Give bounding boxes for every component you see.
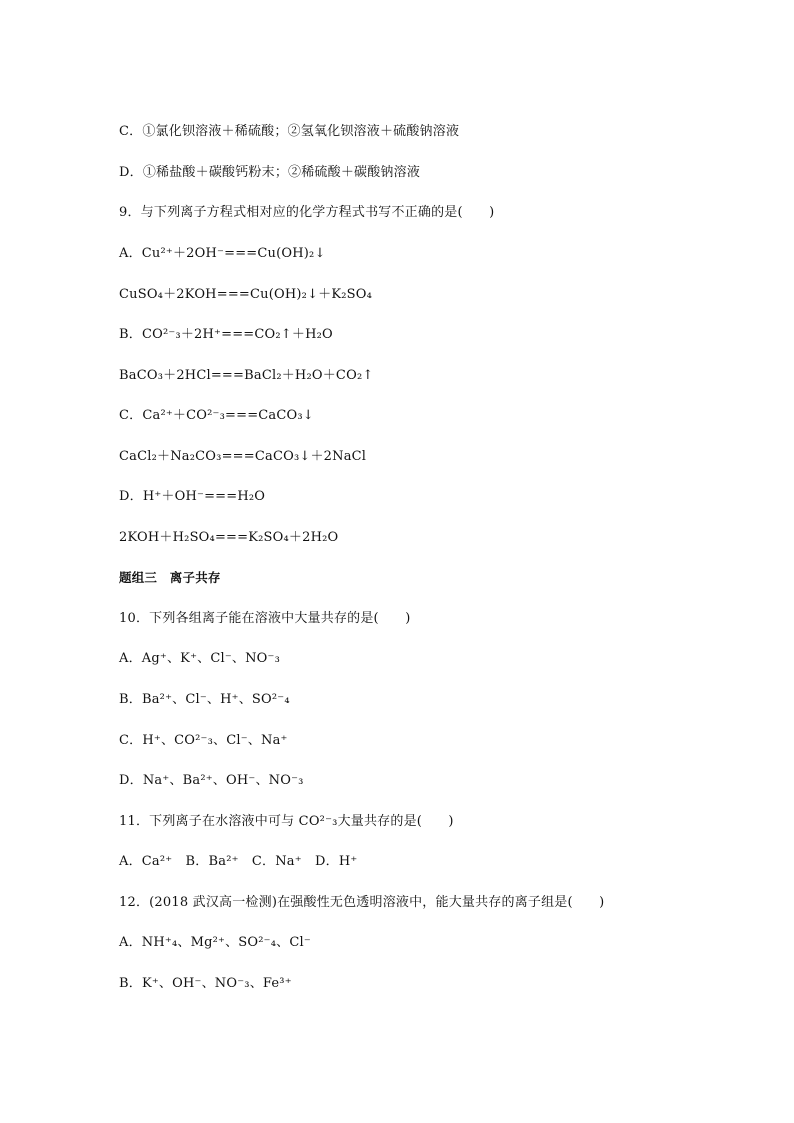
section-heading: 题组三 离子共存 <box>119 570 221 585</box>
q9-option-b-ionic: B．CO²⁻₃＋2H⁺===CO₂↑＋H₂O <box>119 327 333 342</box>
q10-option-b: B．Ba²⁺、Cl⁻、H⁺、SO²⁻₄ <box>119 692 290 707</box>
q9-option-d-chemical: 2KOH＋H₂SO₄===K₂SO₄＋2H₂O <box>119 530 339 545</box>
q9-option-c-ionic: C．Ca²⁺＋CO²⁻₃===CaCO₃↓ <box>119 408 314 423</box>
q12-option-b: B．K⁺、OH⁻、NO⁻₃、Fe³⁺ <box>119 976 292 991</box>
option-c-q8: C．①氯化钡溶液＋稀硫酸；②氢氧化钡溶液＋硫酸钠溶液 <box>119 124 460 139</box>
q9-option-d-ionic: D．H⁺＋OH⁻===H₂O <box>119 489 266 504</box>
question-12: 12．(2018 武汉高一检测)在强酸性无色透明溶液中，能大量共存的离子组是( ) <box>119 895 605 910</box>
q9-option-a-ionic: A．Cu²⁺＋2OH⁻===Cu(OH)₂↓ <box>119 246 326 261</box>
q9-option-b-chemical: BaCO₃＋2HCl===BaCl₂＋H₂O＋CO₂↑ <box>119 368 374 383</box>
q9-option-c-chemical: CaCl₂＋Na₂CO₃===CaCO₃↓＋2NaCl <box>119 449 367 464</box>
question-9: 9．与下列离子方程式相对应的化学方程式书写不正确的是( ) <box>119 205 495 220</box>
q9-option-a-chemical: CuSO₄＋2KOH===Cu(OH)₂↓＋K₂SO₄ <box>119 287 373 302</box>
q10-option-c: C．H⁺、CO²⁻₃、Cl⁻、Na⁺ <box>119 733 288 748</box>
q11-options: A．Ca²⁺ B．Ba²⁺ C．Na⁺ D．H⁺ <box>119 854 358 869</box>
q10-option-a: A．Ag⁺、K⁺、Cl⁻、NO⁻₃ <box>119 651 281 666</box>
question-11: 11．下列离子在水溶液中可与 CO²⁻₃大量共存的是( ) <box>119 814 454 829</box>
q10-option-d: D．Na⁺、Ba²⁺、OH⁻、NO⁻₃ <box>119 773 304 788</box>
option-d-q8: D．①稀盐酸＋碳酸钙粉末；②稀硫酸＋碳酸钠溶液 <box>119 165 421 180</box>
q12-option-a: A．NH⁺₄、Mg²⁺、SO²⁻₄、Cl⁻ <box>119 935 311 950</box>
question-10: 10．下列各组离子能在溶液中大量共存的是( ) <box>119 611 411 626</box>
